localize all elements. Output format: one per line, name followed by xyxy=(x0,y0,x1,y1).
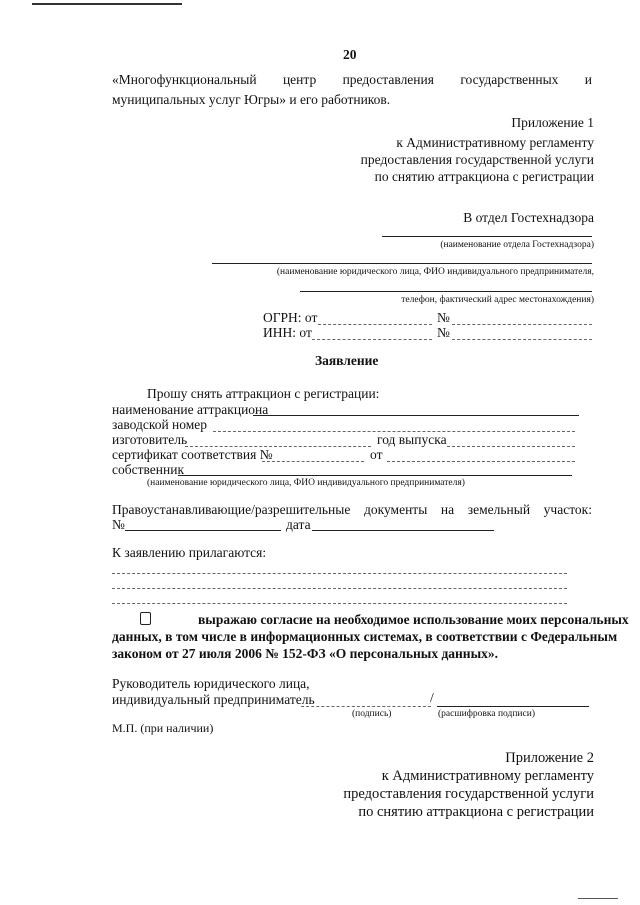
year-label: год выпуска xyxy=(377,432,447,447)
owner-label: собственник xyxy=(112,462,185,477)
name-label: наименование аттракциона xyxy=(112,402,269,417)
entity-line xyxy=(212,263,592,264)
docs-number-label: № xyxy=(112,517,125,532)
appendix2-title: Приложение 2 xyxy=(505,750,594,766)
hint-entity: (наименование юридического лица, ФИО индивидуального предпринимателя, xyxy=(276,267,594,277)
appendix2-line-2: предоставления государственной услуги xyxy=(343,786,594,802)
hint-decode: (расшифровка подписи) xyxy=(438,709,535,719)
scan-edge-line-bottom xyxy=(578,898,618,899)
appendix1-line-1: к Административному регламенту xyxy=(396,135,594,150)
consent-line-3: законом от 27 июля 2006 № 152-ФЗ «О персональных данных». xyxy=(112,646,498,661)
name-line xyxy=(253,415,579,416)
signature-decode-line xyxy=(437,706,589,707)
owner-hint: (наименование юридического лица, ФИО индивидуального предпринимателя) xyxy=(147,478,465,488)
owner-line xyxy=(178,475,572,476)
attachment-line-1 xyxy=(112,573,567,574)
cert-number-line xyxy=(262,461,364,462)
docs-number-line xyxy=(125,530,281,531)
signature-slash: / xyxy=(430,690,434,705)
inn-number-sign: № xyxy=(437,325,450,340)
signature-line-1: Руководитель юридического лица, xyxy=(112,676,310,691)
scan-edge-line xyxy=(32,3,182,5)
ogrn-date-line xyxy=(318,324,432,325)
consent-checkbox[interactable] xyxy=(140,612,151,625)
cert-date-line xyxy=(387,461,575,462)
year-line xyxy=(447,446,575,447)
contacts-line xyxy=(300,291,592,292)
signature-line-2: индивидуальный предприниматель xyxy=(112,692,315,707)
appendix2-line-3: по снятию аттракциона с регистрации xyxy=(358,804,594,820)
attachments-label: К заявлению прилагаются: xyxy=(112,545,267,560)
cert-label: сертификат соответствия № xyxy=(112,447,273,462)
signature-sign-line xyxy=(301,706,431,707)
consent-line-2: данных, в том числе в информационных системах, в соответствии с Федеральным xyxy=(112,629,618,644)
ogrn-number-sign: № xyxy=(437,310,450,325)
docs-date-label: дата xyxy=(286,517,311,532)
department-line xyxy=(382,236,592,237)
maker-label: изготовитель xyxy=(112,432,188,447)
inn-number-line xyxy=(452,339,592,340)
appendix1-line-2: предоставления государственной услуги xyxy=(360,152,594,167)
attachment-line-3 xyxy=(112,603,567,604)
attachment-line-2 xyxy=(112,588,567,589)
ogrn-label: ОГРН: от xyxy=(263,310,318,325)
serial-label: заводской номер xyxy=(112,417,208,432)
cert-from-label: от xyxy=(370,447,383,462)
hint-sign: (подпись) xyxy=(352,709,392,719)
appendix1-title: Приложение 1 xyxy=(511,115,594,130)
docs-line-1: Правоустанавливающие/разрешительные документы на земельный участок: xyxy=(112,502,592,517)
inn-date-line xyxy=(312,339,432,340)
statement-title: Заявление xyxy=(315,353,379,368)
intro-line-1: «Многофункциональный центр предоставления государственных и xyxy=(112,72,592,87)
hint-department: (наименование отдела Гостехнадзора) xyxy=(440,240,594,250)
intro-line-2: муниципальных услуг Югры» и его работников. xyxy=(112,92,391,107)
inn-label: ИНН: от xyxy=(263,325,312,340)
consent-line-1: выражаю согласие на необходимое использование моих персональных xyxy=(198,612,629,627)
docs-date-line xyxy=(312,530,494,531)
statement-request: Прошу снять аттракцион с регистрации: xyxy=(147,386,380,401)
address-to: В отдел Гостехнадзора xyxy=(463,210,594,225)
hint-contacts: телефон, фактический адрес местонахождения) xyxy=(401,295,594,305)
appendix2-line-1: к Административному регламенту xyxy=(381,768,594,784)
appendix1-line-3: по снятию аттракциона с регистрации xyxy=(374,169,594,184)
stamp-label: М.П. (при наличии) xyxy=(112,721,214,735)
page-number: 20 xyxy=(343,47,357,62)
ogrn-number-line xyxy=(452,324,592,325)
